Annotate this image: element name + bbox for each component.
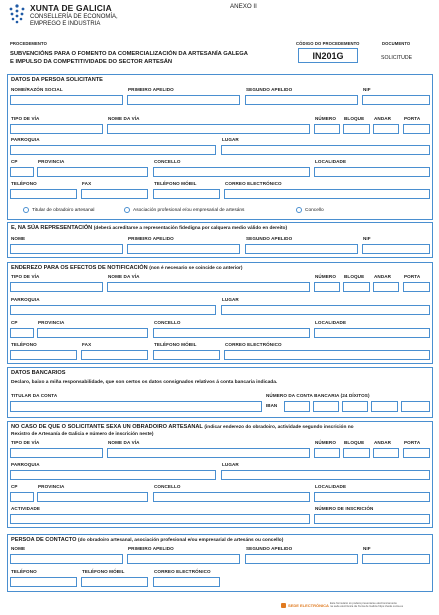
representative-name-label: NOME xyxy=(11,236,26,241)
applicant-block-label: BLOQUE xyxy=(344,116,365,121)
applicant-floor-label: ANDAR xyxy=(374,116,392,121)
bank-section-title: DATOS BANCARIOS xyxy=(11,370,66,376)
representative-name-field[interactable] xyxy=(10,244,123,254)
notification-province-label: PROVINCIA xyxy=(38,320,65,325)
applicant-type-workshop-label: Titular de obradoiro artesanal xyxy=(32,207,95,213)
workshop-street-name-field[interactable] xyxy=(107,448,310,458)
bank-branch-field[interactable] xyxy=(342,401,368,412)
notification-street-name-label: NOME DA VÍA xyxy=(108,274,140,279)
workshop-street-name-label: NOME DA VÍA xyxy=(108,440,140,445)
bank-account-number-field[interactable] xyxy=(401,401,430,412)
workshop-parish-field[interactable] xyxy=(10,470,216,480)
applicant-nif-field[interactable] xyxy=(362,95,430,105)
contact-phone-field[interactable] xyxy=(10,577,77,587)
applicant-number-field[interactable] xyxy=(314,124,340,134)
workshop-place-label: LUGAR xyxy=(222,462,239,467)
notification-floor-label: ANDAR xyxy=(374,274,392,279)
contact-surname1-field[interactable] xyxy=(127,554,240,564)
contact-nif-field[interactable] xyxy=(362,554,430,564)
applicant-door-field[interactable] xyxy=(403,124,430,134)
workshop-activity-label: ACTIVIDADE xyxy=(11,506,41,511)
workshop-section-title: NO CASO DE QUE O SOLICITANTE SEXA UN OBRADOIRO ARTESANAL (indicar enderezo do obradoiro, actividade segundo inscrición no xyxy=(11,424,354,430)
notification-street-type-label: TIPO DE VÍA xyxy=(11,274,40,279)
applicant-name-field[interactable] xyxy=(10,95,123,105)
applicant-number-label: NÚMERO xyxy=(315,116,337,121)
applicant-type-council-radio[interactable] xyxy=(296,207,302,213)
workshop-cp-field[interactable] xyxy=(10,492,34,502)
applicant-cp-label: CP xyxy=(11,159,18,164)
department-line-2: EMPREGO E INDUSTRIA xyxy=(30,21,101,27)
notification-parish-label: PARROQUIA xyxy=(11,297,40,302)
applicant-phone-label: TELÉFONO xyxy=(11,181,37,186)
representative-surname1-field[interactable] xyxy=(127,244,240,254)
representative-surname1-label: PRIMEIRO APELIDO xyxy=(128,236,174,241)
contact-email-field[interactable] xyxy=(153,577,220,587)
notification-number-label: NÚMERO xyxy=(315,274,337,279)
applicant-locality-label: LOCALIDADE xyxy=(315,159,347,164)
applicant-street-name-label: NOME DA VÍA xyxy=(108,116,140,121)
footer-note-line-1: Este formulario só poderá presentarse electronicamente xyxy=(330,601,397,605)
workshop-reg-number-label: NÚMERO DE INSCRICIÓN xyxy=(315,506,374,511)
notification-locality-label: LOCALIDADE xyxy=(315,320,347,325)
workshop-reg-number-field[interactable] xyxy=(314,514,430,524)
representative-surname2-label: SEGUNDO APELIDO xyxy=(246,236,293,241)
workshop-province-field[interactable] xyxy=(37,492,148,502)
applicant-locality-field[interactable] xyxy=(314,167,430,177)
bank-holder-field[interactable] xyxy=(10,401,262,412)
notification-section-title: ENDEREZO PARA OS EFECTOS DE NOTIFICACIÓN (non é necesario se coincide co anterior) xyxy=(11,265,243,271)
xunta-galicia-emblem-icon xyxy=(7,3,27,25)
applicant-street-type-field[interactable] xyxy=(10,124,103,134)
applicant-type-association-label: Asociación profesional e/ou empresarial de artesáns xyxy=(133,207,245,213)
notification-mobile-field[interactable] xyxy=(153,350,220,360)
bank-entity-field[interactable] xyxy=(313,401,339,412)
workshop-locality-field[interactable] xyxy=(314,492,430,502)
applicant-street-type-label: TIPO DE VÍA xyxy=(11,116,40,121)
notification-block-field[interactable] xyxy=(343,282,370,292)
notification-fax-field[interactable] xyxy=(81,350,148,360)
workshop-door-label: PORTA xyxy=(404,440,421,445)
workshop-place-field[interactable] xyxy=(221,470,430,480)
notification-cp-field[interactable] xyxy=(10,328,34,338)
applicant-section-title: DATOS DA PERSOA SOLICITANTE xyxy=(11,77,103,83)
applicant-parish-label: PARROQUIA xyxy=(11,137,40,142)
applicant-parish-field[interactable] xyxy=(10,145,216,155)
applicant-province-field[interactable] xyxy=(37,167,148,177)
contact-email-label: CORREO ELECTRÓNICO xyxy=(154,569,211,574)
workshop-activity-field[interactable] xyxy=(10,514,310,524)
applicant-mobile-field[interactable] xyxy=(153,189,220,199)
applicant-type-council-label: Concello xyxy=(305,207,324,213)
applicant-province-label: PROVINCIA xyxy=(38,159,65,164)
workshop-street-type-label: TIPO DE VÍA xyxy=(11,440,40,445)
notification-place-label: LUGAR xyxy=(222,297,239,302)
applicant-floor-field[interactable] xyxy=(373,124,399,134)
applicant-fax-label: FAX xyxy=(82,181,92,186)
applicant-door-label: PORTA xyxy=(404,116,421,121)
contact-section-title: PERSOA DE CONTACTO (do obradoiro artesanal, asociación profesional e/ou empresarial de artesáns ou concello) xyxy=(11,537,284,543)
procedure-code: IN201G xyxy=(298,48,358,63)
applicant-type-association-radio[interactable] xyxy=(124,207,130,213)
applicant-place-label: LUGAR xyxy=(222,137,239,142)
notification-phone-label: TELÉFONO xyxy=(11,342,37,347)
document-label: DOCUMENTO xyxy=(382,41,411,46)
notification-phone-field[interactable] xyxy=(10,350,77,360)
workshop-block-label: BLOQUE xyxy=(344,440,365,445)
applicant-fax-field[interactable] xyxy=(81,189,148,199)
notification-locality-field[interactable] xyxy=(314,328,430,338)
notification-number-field[interactable] xyxy=(314,282,340,292)
footer-note-line-2: na sede electrónica da Xunta de Galicia https://sede.xunta.es xyxy=(330,605,404,608)
notification-cp-label: CP xyxy=(11,320,18,325)
applicant-place-field[interactable] xyxy=(221,145,430,155)
applicant-phone-field[interactable] xyxy=(10,189,77,199)
applicant-surname1-label: PRIMEIRO APELIDO xyxy=(128,87,174,92)
notification-floor-field[interactable] xyxy=(373,282,399,292)
notification-parish-field[interactable] xyxy=(10,305,216,315)
bank-iban-label: IBAN xyxy=(266,403,278,408)
contact-name-label: NOME xyxy=(11,546,26,551)
notification-street-name-field[interactable] xyxy=(107,282,310,292)
workshop-number-label: NÚMERO xyxy=(315,440,337,445)
notification-door-label: PORTA xyxy=(404,274,421,279)
applicant-surname1-field[interactable] xyxy=(127,95,240,105)
applicant-cp-field[interactable] xyxy=(10,167,34,177)
workshop-parish-label: PARROQUIA xyxy=(11,462,40,467)
bank-account-label: NÚMERO DA CONTA BANCARIA (24 DÍXITOS) xyxy=(266,393,370,398)
workshop-floor-label: ANDAR xyxy=(374,440,392,445)
bank-control-field[interactable] xyxy=(371,401,398,412)
brand-name: XUNTA DE GALICIA xyxy=(30,3,112,13)
procedure-code-label: CÓDIGO DO PROCEDEMENTO xyxy=(296,41,360,46)
workshop-council-label: CONCELLO xyxy=(154,484,181,489)
workshop-cp-label: CP xyxy=(11,484,18,489)
workshop-section-subtitle: Rexistro de Artesanía de Galicia e número de inscrición neste) xyxy=(11,432,154,437)
sede-electronica-label: SEDE ELECTRÓNICA xyxy=(288,603,329,608)
applicant-street-name-field[interactable] xyxy=(107,124,310,134)
applicant-block-field[interactable] xyxy=(343,124,370,134)
representative-nif-label: NIF xyxy=(363,236,371,241)
bank-declaration: Declaro, baixo a miña responsabilidade, que son certos os datos consignados relativos á conta bancaria indicada. xyxy=(11,380,278,385)
workshop-council-field[interactable] xyxy=(153,492,310,502)
applicant-name-label: NOME/RAZÓN SOCIAL xyxy=(11,87,63,92)
contact-surname2-field[interactable] xyxy=(245,554,358,564)
notification-email-field[interactable] xyxy=(224,350,430,360)
notification-email-label: CORREO ELECTRÓNICO xyxy=(225,342,282,347)
notification-street-type-field[interactable] xyxy=(10,282,103,292)
applicant-nif-label: NIF xyxy=(363,87,371,92)
contact-mobile-field[interactable] xyxy=(81,577,148,587)
workshop-province-label: PROVINCIA xyxy=(38,484,65,489)
procedure-title-line-1: SUBVENCIÓNS PARA O FOMENTO DA COMERCIALIZACIÓN DA ARTESANÍA GALEGA xyxy=(10,51,248,57)
contact-phone-label: TELÉFONO xyxy=(11,569,37,574)
contact-mobile-label: TELÉFONO MÓBIL xyxy=(82,569,125,574)
notification-council-field[interactable] xyxy=(153,328,310,338)
bank-iban-field[interactable] xyxy=(284,401,310,412)
applicant-email-label: CORREO ELECTRÓNICO xyxy=(225,181,282,186)
notification-province-field[interactable] xyxy=(37,328,148,338)
annex-label: ANEXO II xyxy=(230,3,257,10)
contact-surname1-label: PRIMEIRO APELIDO xyxy=(128,546,174,551)
procedure-label: PROCEDEMENTO xyxy=(10,41,47,46)
department-line-1: CONSELLERÍA DE ECONOMÍA, xyxy=(30,14,118,20)
notification-fax-label: FAX xyxy=(82,342,92,347)
notification-block-label: BLOQUE xyxy=(344,274,365,279)
applicant-surname2-field[interactable] xyxy=(245,95,358,105)
applicant-mobile-label: TELÉFONO MÓBIL xyxy=(154,181,197,186)
workshop-block-field[interactable] xyxy=(343,448,370,458)
bank-holder-label: TITULAR DA CONTA xyxy=(11,393,58,398)
contact-nif-label: NIF xyxy=(363,546,371,551)
notification-council-label: CONCELLO xyxy=(154,320,181,325)
representative-section-title: E, NA SÚA REPRESENTACIÓN (deberá acreditarse a representación fidedigna por calquera medio válido en dereito) xyxy=(11,225,288,231)
contact-name-field[interactable] xyxy=(10,554,123,564)
applicant-surname2-label: SEGUNDO APELIDO xyxy=(246,87,293,92)
workshop-locality-label: LOCALIDADE xyxy=(315,484,347,489)
notification-mobile-label: TELÉFONO MÓBIL xyxy=(154,342,197,347)
workshop-number-field[interactable] xyxy=(314,448,340,458)
notification-door-field[interactable] xyxy=(403,282,430,292)
applicant-council-field[interactable] xyxy=(153,167,310,177)
representative-nif-field[interactable] xyxy=(362,244,430,254)
applicant-type-workshop-radio[interactable] xyxy=(23,207,29,213)
workshop-door-field[interactable] xyxy=(403,448,430,458)
workshop-street-type-field[interactable] xyxy=(10,448,103,458)
document-type: SOLICITUDE xyxy=(381,55,413,61)
sede-electronica-icon xyxy=(281,603,286,608)
contact-surname2-label: SEGUNDO APELIDO xyxy=(246,546,293,551)
workshop-floor-field[interactable] xyxy=(373,448,399,458)
procedure-title-line-2: E IMPULSO DA COMPETITIVIDADE DO SECTOR ARTESÁN xyxy=(10,59,173,65)
notification-place-field[interactable] xyxy=(221,305,430,315)
applicant-council-label: CONCELLO xyxy=(154,159,181,164)
representative-surname2-field[interactable] xyxy=(245,244,358,254)
applicant-email-field[interactable] xyxy=(224,189,430,199)
